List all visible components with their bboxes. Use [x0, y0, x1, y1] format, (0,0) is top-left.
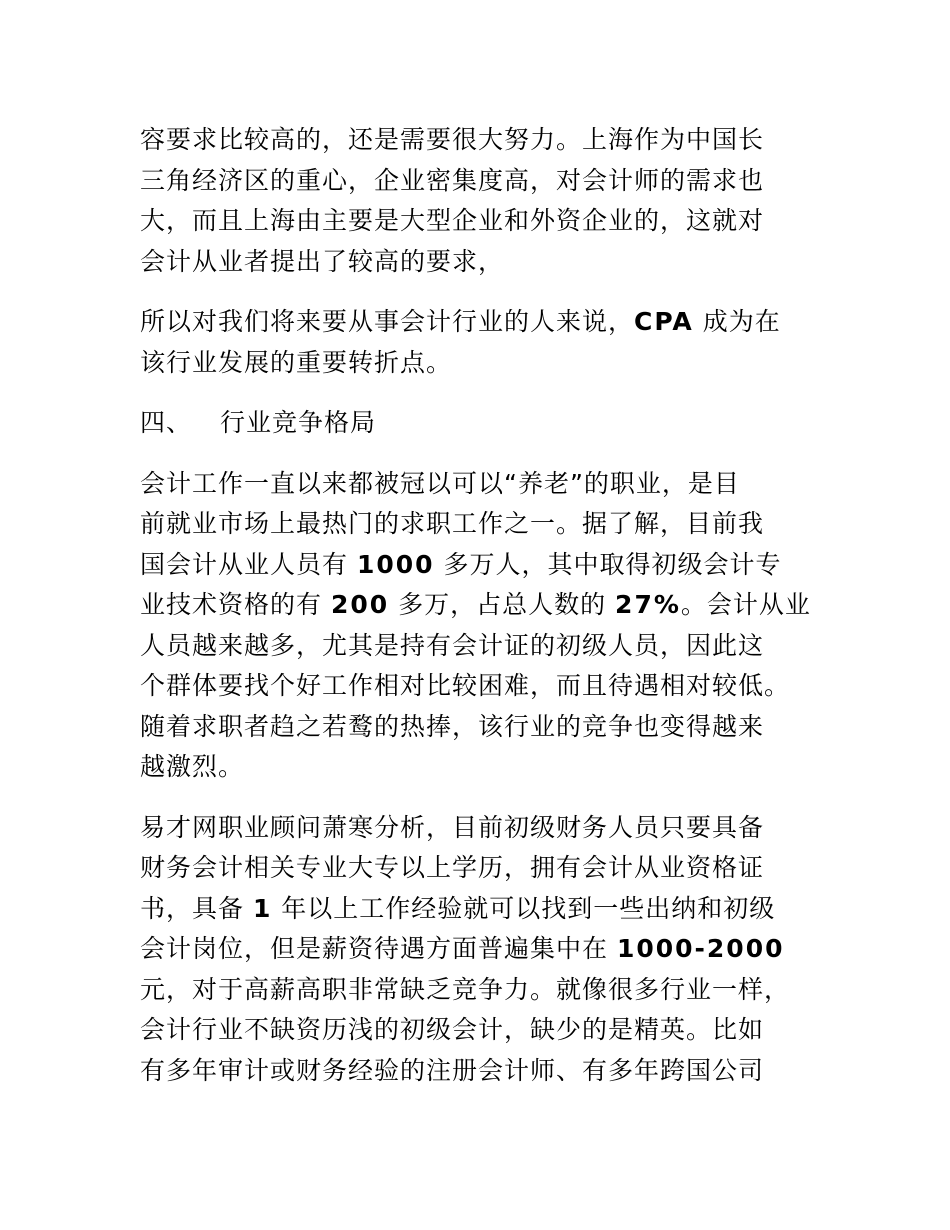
text-line: 人员越来越多，尤其是持有会计证的初级人员，因此这	[140, 630, 765, 660]
text-segment: 业技术资格的有	[140, 590, 331, 619]
heading-number: 四、	[140, 408, 193, 437]
bold-percent: 27%	[615, 590, 681, 619]
heading-text: 行业竞争格局	[220, 408, 377, 437]
paragraph-cpa	[140, 302, 820, 383]
text-line	[140, 889, 820, 930]
text-line	[140, 929, 820, 970]
bold-cpa: CPA	[634, 307, 694, 336]
text-line: 有多年审计或财务经验的注册会计师、有多年跨国公司	[140, 1055, 765, 1085]
section-heading	[140, 403, 820, 444]
paragraph-analysis	[140, 808, 820, 1092]
text-segment: 成为在	[693, 307, 781, 336]
text-segment: 国会计从业人员有	[140, 549, 357, 579]
text-line	[140, 302, 820, 343]
text-line: 前就业市场上最热门的求职工作之一。据了解，目前我	[140, 509, 765, 538]
text-line: 三角经济区的重心，企业密集度高，对会计师的需求也	[140, 165, 765, 195]
text-line: 会计工作一直以来都被冠以可以“养老”的职业，是目	[140, 468, 740, 498]
text-line: 财务会计相关专业大专以上学历，拥有会计从业资格证	[140, 853, 765, 882]
text-segment: 多万，占总人数的	[389, 590, 616, 619]
text-line: 该行业发展的重要转折点。	[140, 347, 453, 377]
document-page	[140, 120, 820, 1091]
text-segment: 会计岗位，但是薪资待遇方面普遍集中在	[140, 934, 617, 963]
text-line: 会计从业者提出了较高的要求，	[140, 246, 505, 276]
bold-number: 1000	[356, 549, 435, 579]
text-line: 个群体要找个好工作相对比较困难，而且待遇相对较低。	[140, 671, 791, 700]
text-segment: 。会计从业	[680, 590, 811, 619]
text-line	[140, 545, 820, 586]
text-line: 会计行业不缺资历浅的初级会计，缺少的是精英。比如	[140, 1015, 765, 1044]
paragraph-shanghai	[140, 120, 820, 282]
bold-number: 1	[252, 893, 273, 923]
text-line: 元，对于高薪高职非常缺乏竞争力。就像很多行业一样，	[140, 974, 791, 1004]
text-line	[140, 585, 820, 626]
text-line: 越激烈。	[140, 752, 245, 781]
text-line: 容要求比较高的，还是需要很大努力。上海作为中国长	[140, 125, 765, 154]
text-line: 随着求职者趋之若鹜的热捧，该行业的竞争也变得越来	[140, 711, 765, 741]
text-line: 易才网职业顾问萧寒分析，目前初级财务人员只要具备	[140, 812, 765, 842]
text-segment: 所以对我们将来要从事会计行业的人来说，	[140, 307, 635, 336]
text-line: 大，而且上海由主要是大型企业和外资企业的，这就对	[140, 206, 765, 235]
paragraph-competition	[140, 464, 820, 788]
text-segment: 书，具备	[140, 893, 253, 923]
bold-number: 200	[330, 590, 390, 619]
bold-number: 1000-2000	[616, 934, 785, 963]
text-segment: 年以上工作经验就可以找到一些出纳和初级	[272, 893, 776, 923]
text-segment: 多万人，其中取得初级会计专	[434, 549, 782, 579]
